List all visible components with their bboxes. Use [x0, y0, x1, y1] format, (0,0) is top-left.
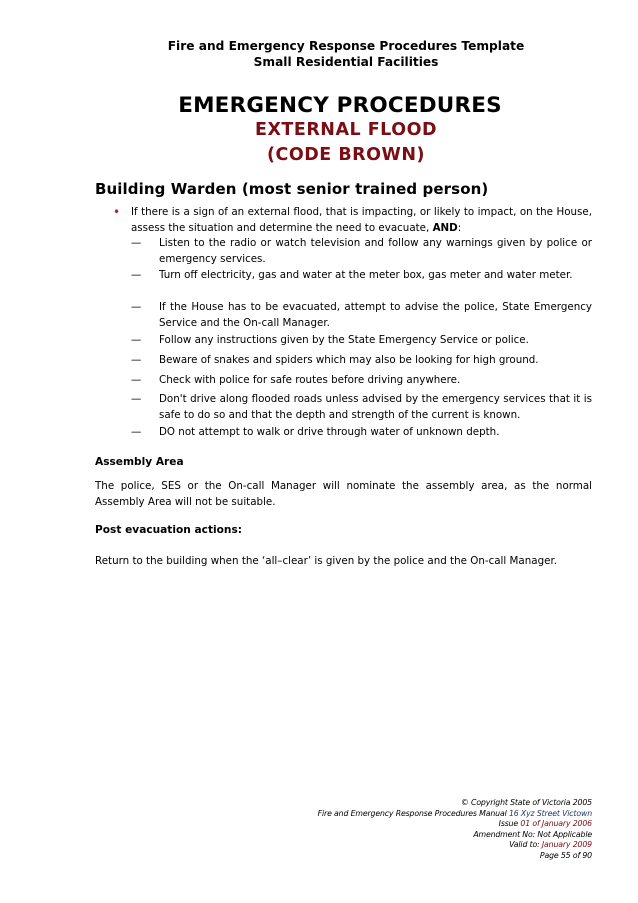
- list-item: DO not attempt to walk or drive through water of unknown depth.: [159, 426, 500, 438]
- bullet-emphasis: AND: [432, 221, 458, 234]
- footer-issue-label: Issue: [498, 819, 521, 829]
- list-item: Check with police for safe routes before driving anywhere.: [159, 374, 461, 386]
- dash-icon: —: [131, 426, 142, 438]
- post-evacuation-heading: Post evacuation actions:: [95, 524, 242, 536]
- dash-icon: —: [131, 354, 142, 366]
- footer-page-number: Page 55 of 90: [539, 850, 592, 860]
- list-item: Turn off electricity, gas and water at the meter box, gas meter and water meter.: [159, 269, 573, 281]
- page-subtitle-1: EXTERNAL FLOOD: [254, 120, 437, 140]
- dash-icon: —: [131, 301, 142, 313]
- footer-amendment: Amendment No: Not Applicable: [473, 829, 592, 839]
- dash-icon: —: [131, 237, 142, 249]
- list-item: Follow any instructions given by the State Emergency Service or police.: [159, 334, 529, 346]
- list-item: If the House has to be evacuated, attempt to advise the police, State Emergency Service and the On-call Manager.: [159, 301, 592, 329]
- footer-manual-title: Fire and Emergency Response Procedures Manual: [317, 808, 509, 818]
- bullet-text: [131, 205, 592, 236]
- bullet-text-main: If there is a sign of an external flood, that is impacting, or likely to impact, on the House, assess the situation and determine the need to evacuate,: [131, 206, 592, 234]
- bullet-icon: •: [113, 205, 121, 219]
- dash-icon: —: [131, 269, 142, 281]
- list-item: Listen to the radio or watch television and follow any warnings given by police or emergency services.: [159, 237, 592, 265]
- page-subtitle-2: (CODE BROWN): [267, 145, 425, 165]
- list-item: Don't drive along flooded roads unless advised by the emergency services that it is safe to do so and that the depth and strength of the current is known.: [159, 393, 592, 421]
- dash-icon: —: [131, 374, 142, 386]
- post-evacuation-text: Return to the building when the ‘all–clear’ is given by the police and the On-call Manager.: [95, 555, 558, 567]
- footer-valid: [260, 840, 592, 851]
- assembly-area-heading: Assembly Area: [95, 456, 184, 468]
- page-title: EMERGENCY PROCEDURES: [178, 93, 502, 118]
- dash-icon: —: [131, 393, 142, 405]
- header-line-1: Fire and Emergency Response Procedures Template: [167, 39, 525, 53]
- footer-valid-value: January 2009: [541, 840, 592, 850]
- role-heading: Building Warden (most senior trained person): [95, 180, 489, 198]
- list-item: Beware of snakes and spiders which may also be looking for high ground.: [159, 354, 539, 366]
- page-footer: [260, 798, 592, 862]
- dash-icon: —: [131, 334, 142, 346]
- footer-issue: [260, 819, 592, 830]
- footer-manual: [260, 809, 592, 820]
- footer-valid-label: Valid to:: [509, 840, 542, 850]
- footer-issue-value: 01 of January 2006: [520, 819, 592, 829]
- assembly-area-text: The police, SES or the On-call Manager will nominate the assembly area, as the normal Assembly Area will not be suitable.: [95, 480, 592, 508]
- footer-copyright: © Copyright State of Victoria 2005: [461, 798, 592, 807]
- bullet-text-tail: :: [457, 221, 462, 234]
- footer-manual-address: 16 Xyz Street Victown: [508, 808, 592, 818]
- header-line-2: Small Residential Facilities: [253, 55, 439, 69]
